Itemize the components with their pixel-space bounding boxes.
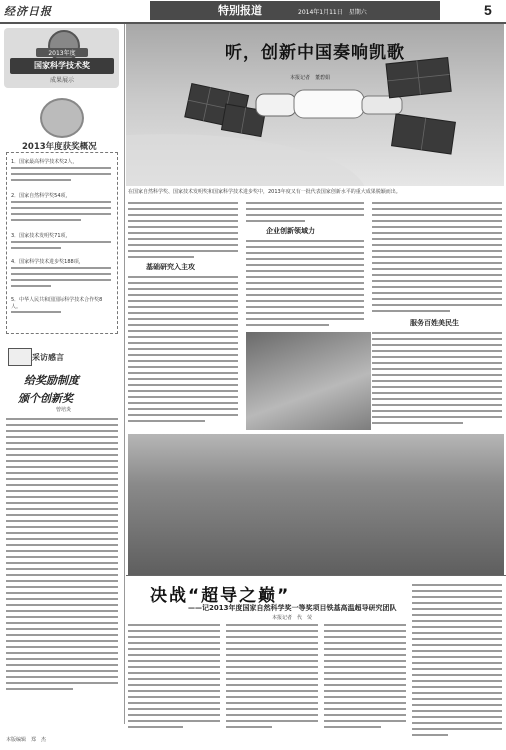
overview-item: 1．国家最高科学技术奖2人， xyxy=(11,159,78,165)
award-subtitle: 成果展示 xyxy=(49,77,74,84)
subhead-enterprise: 企业创新领域力 xyxy=(266,227,315,235)
column-author: 曾培炎 xyxy=(56,407,72,413)
article-column xyxy=(128,624,220,732)
column-label: 采访感言 xyxy=(32,353,64,362)
group-photo xyxy=(128,434,504,576)
article-column xyxy=(128,202,238,262)
column-body-text xyxy=(6,418,118,694)
issue-date: 2014年1月11日 星期六 xyxy=(298,9,367,16)
column-title-line2: 颁个创新奖 xyxy=(18,392,73,405)
speech-bubble-icon xyxy=(8,348,32,366)
award-title: 国家科学技术奖 xyxy=(34,61,90,70)
newspaper-masthead: 经济日报 xyxy=(4,5,52,18)
awards-overview-box xyxy=(6,152,118,334)
subhead-livelihood: 服务百姓美民生 xyxy=(410,319,459,327)
lab-photo xyxy=(246,332,371,430)
section-title: 特别报道 xyxy=(218,4,262,17)
second-subtitle: ——记2013年度国家自然科学奖一等奖项目铁基高温超导研究团队 xyxy=(188,604,397,612)
lead-headline: 听，创新中国奏响凯歌 xyxy=(225,43,405,63)
article-column xyxy=(226,624,318,732)
awards-overview-heading: 2013年度获奖概况 xyxy=(22,142,97,152)
page-editor: 本版编辑 郑 杰 xyxy=(6,737,47,743)
article-column xyxy=(372,202,502,316)
article-column xyxy=(246,240,364,330)
section-divider xyxy=(126,575,506,576)
subhead-basic-research: 基础研究入主攻 xyxy=(146,263,195,271)
column-title-line1: 给奖励制度 xyxy=(24,374,79,387)
article-column xyxy=(128,276,238,426)
award-year-label: 2013年度 xyxy=(36,48,88,57)
article-column xyxy=(412,584,502,740)
article-column xyxy=(246,202,364,226)
article-column xyxy=(372,332,502,428)
overview-item: 5．中华人民共和国国际科学技术合作奖8人。 xyxy=(11,297,103,310)
national-emblem-icon xyxy=(40,98,84,138)
lead-byline: 本报记者 董碧娟 xyxy=(290,75,331,81)
overview-item: 2．国家自然科学奖54项， xyxy=(11,193,71,199)
second-headline: 决战“超导之巅” xyxy=(150,586,291,606)
overview-item: 3．国家技术发明奖71项， xyxy=(11,233,71,239)
article-column xyxy=(324,624,406,732)
page-number: 5 xyxy=(484,2,492,18)
hero-caption: 在国家自然科学奖、国家技术发明奖和国家科学技术进步奖中，2013年度又有一批代表国家创新水平的重大成果脱颖而出。 xyxy=(128,189,401,195)
second-byline: 本报记者 代 荧 xyxy=(272,615,313,621)
overview-item: 4．国家科学技术进步奖188项， xyxy=(11,259,84,265)
